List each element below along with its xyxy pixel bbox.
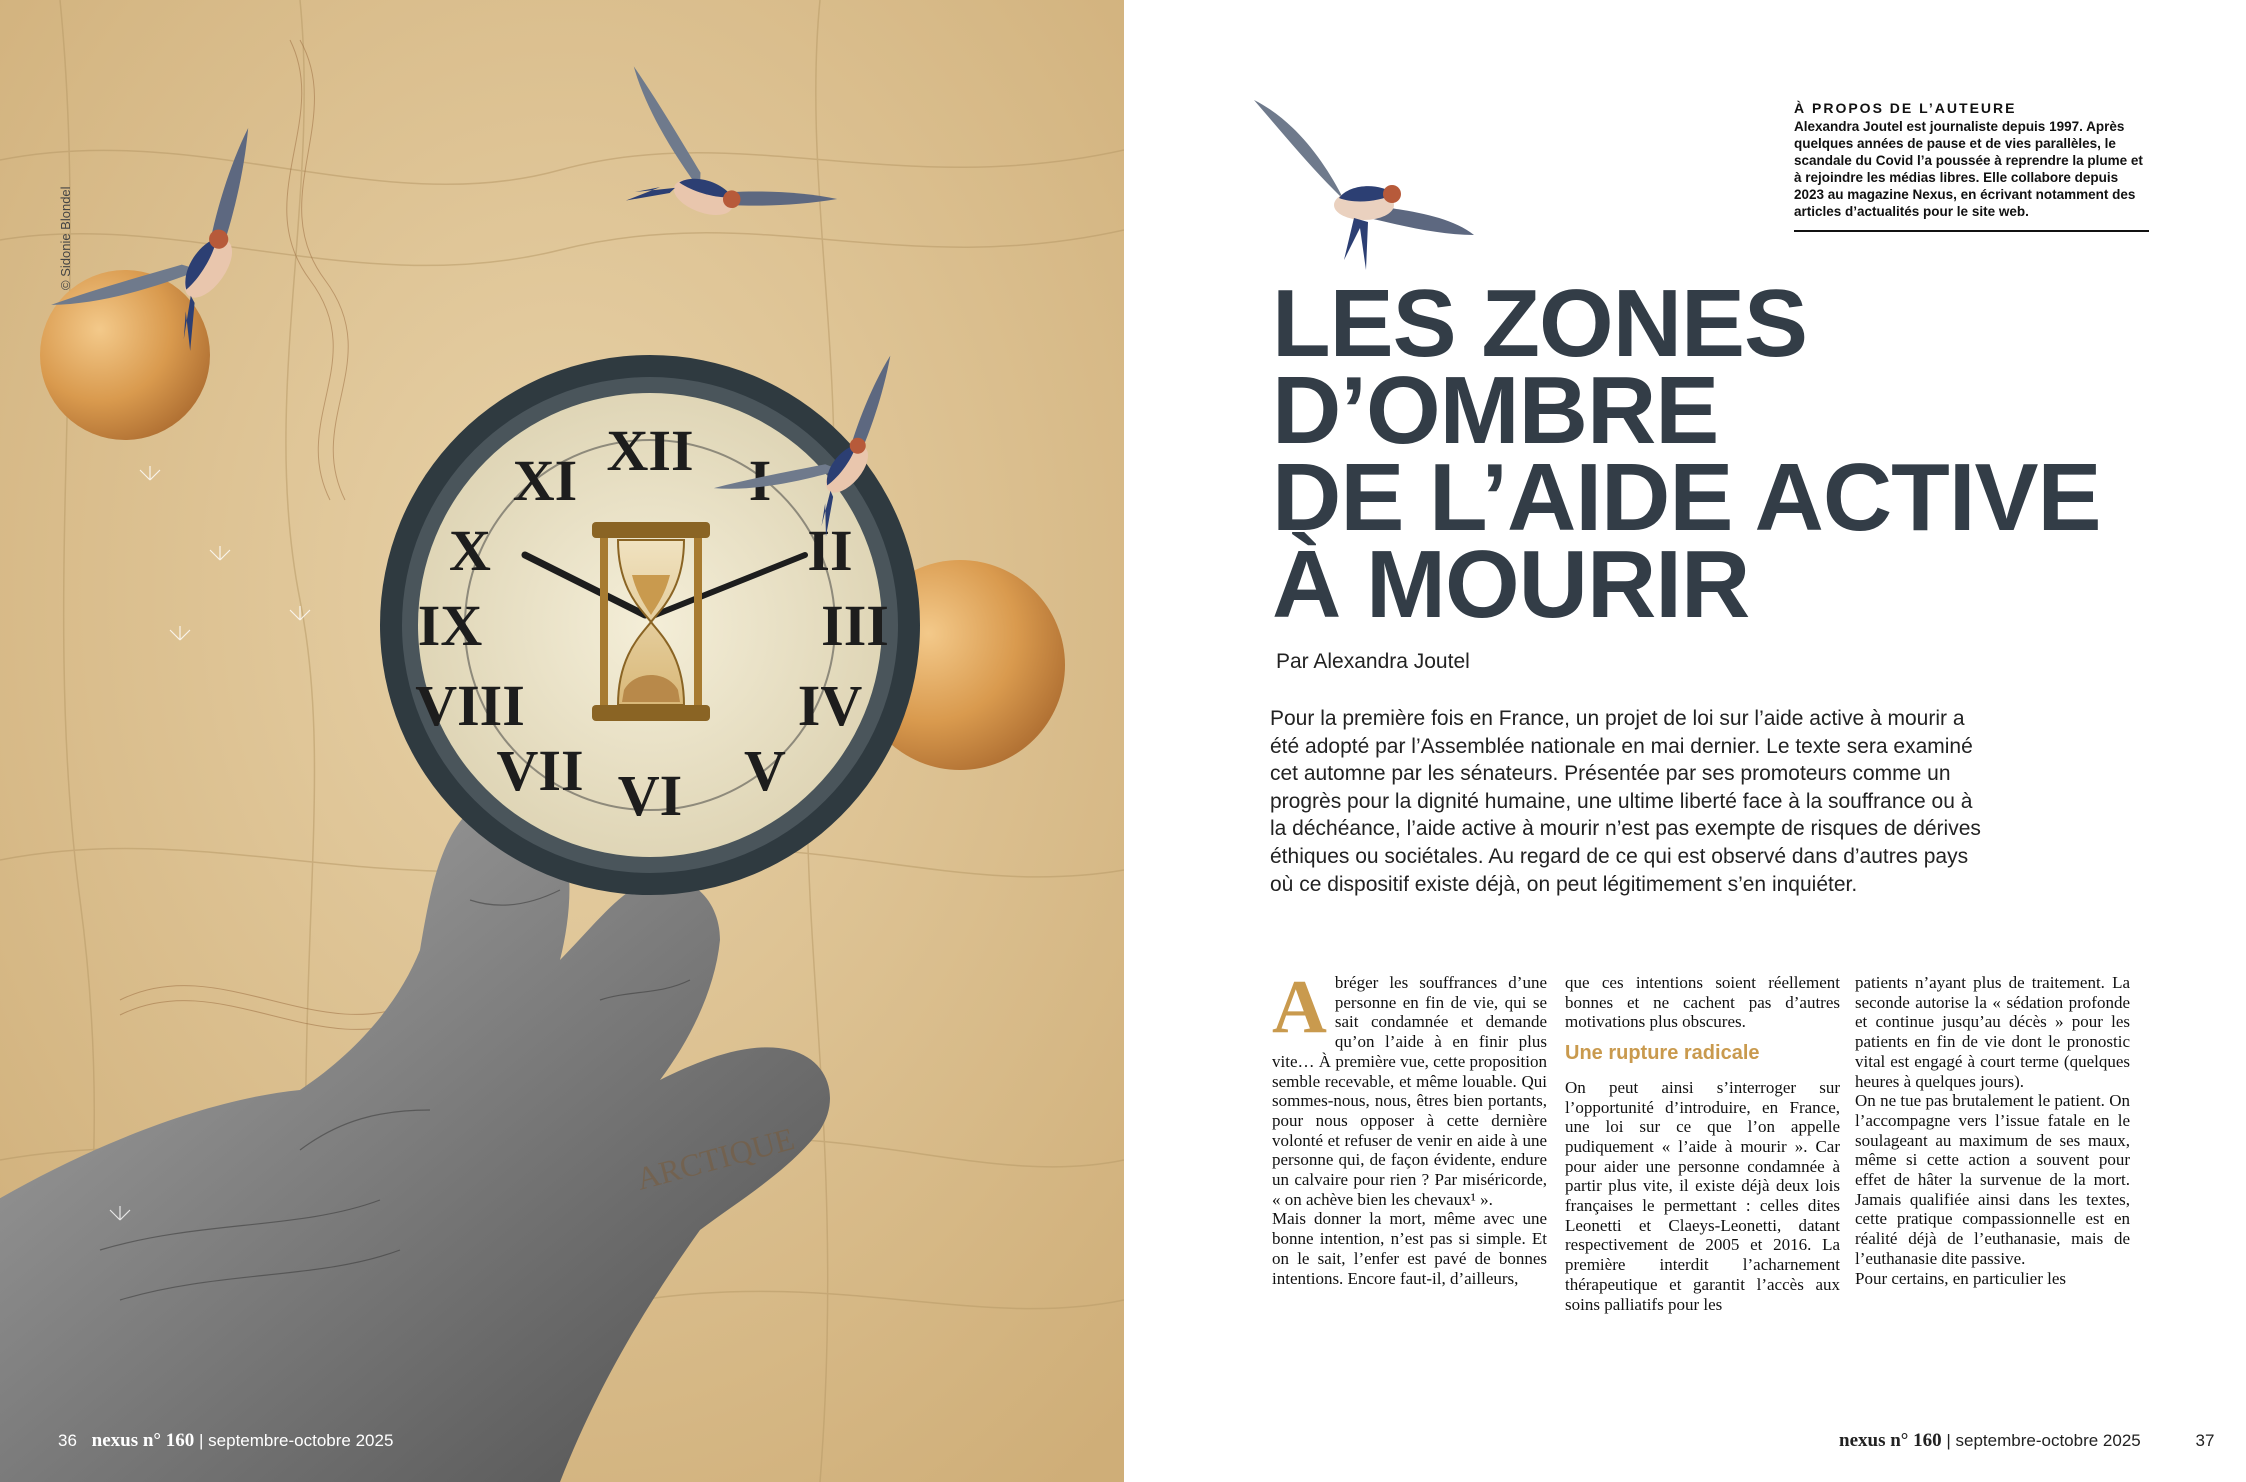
svg-text:VII: VII [496, 738, 584, 803]
body-paragraph: On ne tue pas brutalement le patient. On l’accompagne vers l’issue fatale en le soulageant au maximum de ses maux, même si cette action a souvent pour effet de hâter la survenue de la mort. Jamais qualifiée ainsi dans les textes, cette pratique compassionnelle est en réalité déjà de l’euthanasie, mais de l’euthanasie dite passive. [1855, 1091, 2130, 1268]
byline: Par Alexandra Joutel [1276, 650, 1470, 673]
folio-separator: | [194, 1431, 209, 1450]
issue-date: septembre-octobre 2025 [208, 1431, 394, 1450]
magazine-name: nexus n° 160 [91, 1430, 195, 1451]
body-paragraph: que ces intentions soient réellement bonnes et ne cachent pas d’autres motivations plus obscures. [1565, 973, 1840, 1032]
svg-text:X: X [449, 518, 491, 583]
headline-line: D’OMBRE [1272, 357, 1719, 464]
about-author-title: À PROPOS DE L’AUTEURE [1794, 100, 2017, 116]
headline-line: À MOURIR [1272, 531, 1750, 638]
page-number: 37 [2195, 1431, 2215, 1450]
svg-text:VIII: VIII [415, 673, 525, 738]
folio-separator: | [1941, 1431, 1956, 1450]
svg-text:XII: XII [606, 418, 694, 483]
svg-text:IX: IX [417, 593, 483, 658]
right-folio [1839, 1430, 2214, 1452]
svg-text:III: III [821, 593, 889, 658]
article-headline [1272, 270, 2101, 638]
svg-text:V: V [744, 738, 786, 803]
issue-date: septembre-octobre 2025 [1955, 1431, 2141, 1450]
body-column-1 [1272, 965, 1547, 1288]
section-subhead: Une rupture radicale [1565, 1042, 1760, 1065]
body-paragraph: bréger les souffrances d’une personne en fin de vie, qui se sait condamnée et demande qu’on l’aide à en finir plus vite… À première vue, cette proposition semble recevable, et même louable. Qui sommes-nous, nous, êtres bien portants, pour nous opposer à cette dernière volonté et refuser de venir en aide à une personne qui, de façon évidente, endure un calvaire pour rien ? Par miséricorde, « on achève bien les chevaux¹ ». [1272, 973, 1547, 1209]
svg-text:ARCTIQUE: ARCTIQUE [632, 1120, 799, 1197]
body-paragraph: On peut ainsi s’interroger sur l’opportunité d’introduire, en France, une loi sur ce que l’on appelle pudiquement « l’aide à mourir ». Car pour aider une personne condamnée à partir plus vite, il existe déjà deux lois françaises le permettant : celles dites Leonetti et Claeys-Leonetti, datant respectivement de 2005 et 2016. La première interdit l’acharnement thérapeutique et garantit l’accès aux soins palliatifs pour les [1565, 1077, 1840, 1314]
article-lede: Pour la première fois en France, un projet de loi sur l’aide active à mourir a été adopté par l’Assemblée nationale en mai dernier. Le texte sera examiné cet automne par les sénateurs. Présentée par ses promoteurs comme un progrès pour la dignité humaine, une ultime liberté face à la souffrance ou à la déchéance, l’aide active à mourir n’est pas exempte de risques de dérives éthiques ou sociétales. Au regard de ce qui est observé dans d’autres pays où ce dispositif existe déjà, on peut légitimement s’en inquiéter. [1270, 707, 1981, 896]
photo-credit: © Sidonie Blondel [58, 186, 73, 290]
page-number: 36 [58, 1431, 77, 1450]
about-author-box [1794, 100, 2149, 232]
drop-cap: A [1272, 965, 1327, 1049]
left-folio [58, 1430, 393, 1452]
body-paragraph: Mais donner la mort, même avec une bonne intention, n’est pas si simple. Et on le sait, l’enfer est pavé de bonnes intentions. Encore faut-il, d’ailleurs, [1272, 1209, 1547, 1288]
svg-text:VI: VI [617, 763, 683, 828]
body-column-3 [1855, 973, 2130, 1288]
body-paragraph: patients n’ayant plus de traitement. La seconde autorise la « sédation profonde et continue jusqu’au décès » pour les patients en fin de vie dont le pronostic vital est engagé à court terme (quelques heures à quelques jours). [1855, 973, 2130, 1091]
swallow-icon [1234, 80, 1474, 280]
svg-text:IV: IV [797, 673, 863, 738]
headline-line: LES ZONES [1272, 270, 1808, 377]
svg-text:II: II [807, 518, 853, 583]
body-column-2 [1565, 973, 1840, 1314]
headline-line: DE L’AIDE ACTIVE [1272, 444, 2101, 551]
right-page-article [1124, 0, 2246, 1482]
about-author-text: Alexandra Joutel est journaliste depuis 1997. Après quelques années de pause et de vies parallèles, le scandale du Covid l’a poussée à reprendre la plume et à rejoindre les médias libres. Elle collabore depuis 2023 au magazine Nexus, en écrivant notamment des articles d’actualités pour le site web. [1794, 119, 2143, 219]
body-paragraph: Pour certains, en particulier les [1855, 1268, 2067, 1288]
magazine-name: nexus n° 160 [1839, 1430, 1942, 1451]
svg-text:XI: XI [512, 448, 578, 513]
